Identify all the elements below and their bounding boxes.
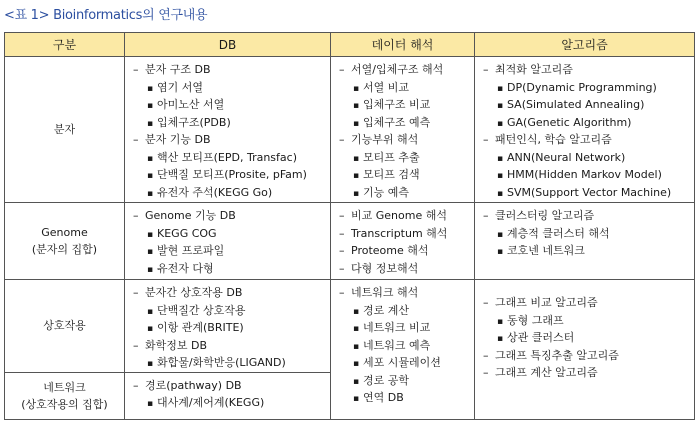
db-interaction [125,280,331,373]
dash-marker: – [483,63,489,76]
list-item [339,149,470,167]
list-heading [339,242,470,260]
analysis-network [331,280,475,420]
list-text: DP(Dynamic Programming) [507,80,657,94]
list-item [339,337,470,355]
list-item [339,114,470,132]
list-text: 경로(pathway) DB [145,378,242,392]
list-text: Transcriptum 해석 [351,226,448,240]
bullet-marker: ▪ [147,264,154,275]
algo-network [475,280,695,420]
list-text: 모티프 추출 [363,150,420,164]
list-heading [133,207,326,225]
bullet-marker: ▪ [497,171,504,181]
list-text: 유전자 다형 [157,261,214,275]
db-genome [125,203,331,280]
list-text: 최적화 알고리즘 [495,63,573,76]
list-text: 염기 서열 [157,80,204,94]
table-caption: <표 1> Bioinformatics의 연구내용 [4,8,208,23]
list-text: 상관 클러스터 [507,331,575,344]
list-item [483,312,690,330]
list-item [133,354,326,372]
list-item [339,96,470,114]
dash-marker: – [483,296,489,309]
list-text: 연역 DB [363,391,404,404]
list-text: 화학정보 DB [145,338,208,352]
header-row [5,33,695,57]
list-item [339,319,470,337]
list-text: 아미노산 서열 [157,98,225,111]
dash-marker: – [133,286,139,299]
list-text: 패턴인식, 학습 알고리즘 [495,133,612,146]
list-text: 입체구조 비교 [363,98,431,111]
bullet-marker: ▪ [147,399,154,409]
algo-molecule [475,57,695,203]
dash-marker: – [133,338,139,352]
bullet-marker: ▪ [497,188,504,199]
list-text: 대사계/제어계(KEGG) [157,396,265,409]
list-text: 서열 비교 [363,80,410,94]
bullet-marker: ▪ [147,101,154,111]
list-text: 그래프 특징추출 알고리즘 [495,348,619,362]
list-item [483,96,690,114]
list-item [133,394,326,412]
header-db: DB [125,33,331,57]
algo-genome [475,203,695,280]
bullet-marker: ▪ [497,247,504,257]
list-text: 코호넨 네트워크 [507,244,585,257]
bullet-marker: ▪ [147,118,154,129]
header-category: 구분 [5,33,125,57]
list-text: 다형 정보해석 [351,261,419,275]
table-row [5,57,695,203]
list-text: KEGG COG [157,226,217,240]
list-heading [339,260,470,278]
bullet-marker: ▪ [353,394,360,404]
list-text: 네트워크 예측 [363,338,431,352]
bullet-marker: ▪ [353,101,360,111]
category-label-line: Genome [41,226,88,239]
db-molecule [125,57,331,203]
bullet-marker: ▪ [353,324,360,334]
list-text: 발현 프로파일 [157,244,225,257]
bullet-marker: ▪ [147,153,154,164]
list-text: 단백질 모티프(Prosite, pFam) [157,168,307,181]
category-genome [5,203,125,280]
list-text: 경로 계산 [363,303,410,317]
list-item [133,166,326,184]
category-label-line: (상호작용의 집합) [21,397,108,411]
list-text: 서열/입체구조 해석 [351,63,444,76]
category-label-line: 분자 [53,123,76,136]
header-algorithm: 알고리즘 [475,33,695,57]
list-text: 유전자 주석(KEGG Go) [157,185,273,199]
list-heading [483,364,690,382]
list-heading [483,207,690,225]
list-item [133,242,326,260]
list-item [483,242,690,260]
bullet-marker: ▪ [353,153,360,164]
category-label-line: (분자의 집합) [31,243,98,256]
list-text: 세포 시뮬레이션 [363,356,441,369]
dash-marker: – [339,209,345,222]
list-item [133,96,326,114]
list-text: 화합물/화학반응(LIGAND) [157,356,286,369]
bullet-marker: ▪ [147,171,154,181]
dash-marker: – [339,133,345,146]
category-interaction [5,280,125,373]
list-text: 핵산 모티프(EPD, Transfac) [157,150,297,164]
list-text: 기능 예측 [363,185,410,199]
list-heading [339,225,470,243]
list-text: ANN(Neural Network) [507,150,626,164]
list-item [339,166,470,184]
list-heading [483,347,690,365]
analysis-genome [331,203,475,280]
list-heading [133,337,326,355]
bullet-marker: ▪ [147,188,154,199]
bullet-marker: ▪ [497,316,504,327]
category-label-line: 네트워크 [43,380,86,394]
list-text: 그래프 계산 알고리즘 [495,366,598,379]
list-text: 네트워크 비교 [363,321,431,334]
list-text: 분자 구조 DB [145,63,211,76]
bullet-marker: ▪ [353,188,360,199]
list-text: 그래프 비교 알고리즘 [495,296,598,309]
list-heading [133,131,326,149]
dash-marker: – [483,366,489,379]
list-item [483,184,690,202]
list-heading [133,61,326,79]
header-analysis: 데이터 해석 [331,33,475,57]
dash-marker: – [133,63,139,76]
list-item [483,149,690,167]
dash-marker: – [133,378,139,392]
list-item [133,149,326,167]
list-text: 입체구조(PDB) [157,115,231,129]
list-heading [483,131,690,149]
list-item [483,166,690,184]
list-text: SVM(Support Vector Machine) [507,185,672,199]
list-text: SA(Simulated Annealing) [507,98,645,111]
category-label-line: 상호작용 [43,319,86,333]
list-item [339,372,470,390]
list-item [483,114,690,132]
list-item [133,225,326,243]
list-item [483,79,690,97]
list-heading [339,207,470,225]
bullet-marker: ▪ [497,83,504,94]
bullet-marker: ▪ [497,153,504,164]
bullet-marker: ▪ [147,247,154,257]
dash-marker: – [339,226,345,240]
dash-marker: – [339,286,345,299]
list-text: 입체구조 예측 [363,115,431,129]
dash-marker: – [133,209,139,222]
list-heading [133,377,326,395]
bullet-marker: ▪ [353,341,360,352]
list-heading [133,284,326,302]
dash-marker: – [339,63,345,76]
research-table [4,32,695,420]
list-item [133,319,326,337]
list-heading [339,284,470,302]
list-item [339,302,470,320]
list-text: 기능부위 해석 [351,133,419,146]
bullet-marker: ▪ [147,359,154,369]
dash-marker: – [133,133,139,146]
bullet-marker: ▪ [497,101,504,111]
list-text: 모티프 검색 [363,168,420,181]
list-item [339,354,470,372]
bullet-marker: ▪ [147,306,154,317]
bullet-marker: ▪ [497,229,504,240]
list-item [339,389,470,407]
bullet-marker: ▪ [147,83,154,94]
list-text: 클러스터링 알고리즘 [495,209,595,222]
list-text: GA(Genetic Algorithm) [507,115,632,129]
list-item [133,184,326,202]
list-text: 이항 관계(BRITE) [157,321,244,334]
db-network [125,372,331,419]
list-item [133,260,326,278]
list-heading [339,131,470,149]
list-item [133,114,326,132]
bullet-marker: ▪ [147,229,154,240]
list-item [133,302,326,320]
list-text: Proteome 해석 [351,244,429,257]
bullet-marker: ▪ [147,324,154,334]
list-text: Genome 기능 DB [145,209,236,222]
list-item [483,225,690,243]
bullet-marker: ▪ [497,118,504,129]
dash-marker: – [339,261,345,275]
list-text: 네트워크 해석 [351,286,419,299]
list-text: 분자 기능 DB [145,133,211,146]
list-heading [483,61,690,79]
dash-marker: – [339,244,345,257]
bullet-marker: ▪ [497,334,504,344]
category-molecule [5,57,125,203]
bullet-marker: ▪ [353,171,360,181]
list-text: 분자간 상호작용 DB [145,286,243,299]
list-text: 동형 그래프 [507,313,564,327]
table-row [5,280,695,373]
bullet-marker: ▪ [353,359,360,369]
list-item [133,79,326,97]
table-row [5,203,695,280]
dash-marker: – [483,348,489,362]
bullet-marker: ▪ [353,376,360,387]
list-text: 단백질간 상호작용 [157,303,246,317]
dash-marker: – [483,209,489,222]
list-heading [483,294,690,312]
list-item [483,329,690,347]
analysis-molecule [331,57,475,203]
list-item [339,79,470,97]
list-heading [339,61,470,79]
bullet-marker: ▪ [353,118,360,129]
dash-marker: – [483,133,489,146]
bullet-marker: ▪ [353,306,360,317]
list-text: 비교 Genome 해석 [351,209,447,222]
category-network [5,372,125,419]
list-text: 계층적 클러스터 해석 [507,226,610,240]
bullet-marker: ▪ [353,83,360,94]
list-text: 경로 공학 [363,373,410,387]
list-text: HMM(Hidden Markov Model) [507,168,662,181]
list-item [339,184,470,202]
